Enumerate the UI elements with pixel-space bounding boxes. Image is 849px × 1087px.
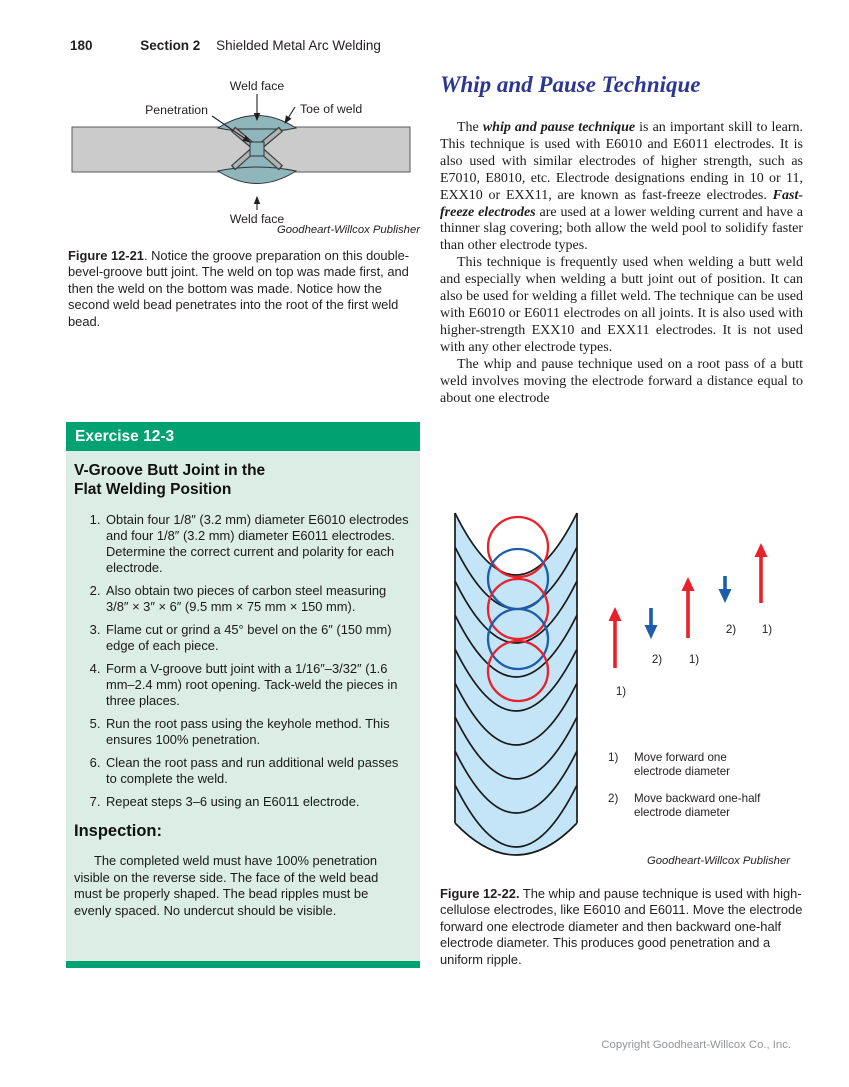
exercise-step-3: 3. Flame cut or grind a 45° bevel on the 6″ (150 mm) edge of each piece. [104,622,412,654]
exercise-step-2: 2. Also obtain two pieces of carbon steel measuring 3/8″ × 3″ × 6″ (9.5 mm × 75 mm × 150 mm). [104,583,412,615]
figure-12-21-caption-text: . Notice the groove preparation on this double-bevel-groove butt joint. The weld on top was made first, and then the weld on the bottom was made. Notice how the second weld bead penetrates into the root of the first weld bead. [68,248,410,329]
article-paragraph-2: This technique is frequently used when welding a butt weld and especially when welding a butt joint out of position. It can also be used for welding a fillet weld. The technique can be used with E6010 or E6011 electrodes on all joints. It is also used with higher-strength EXX10 and EXX11 electrodes. It is not used with any other electrode types. [440,255,803,355]
page-number: 180 [70,38,93,53]
figure-12-22-diagram [440,505,806,885]
inspection-heading: Inspection: [74,822,163,840]
page-header [70,38,381,53]
exercise-title [74,461,412,499]
figure-12-22-credit: Goodheart-Willcox Publisher [646,855,790,867]
article-paragraph-3: The whip and pause technique used on a root pass of a butt weld involves moving the electrode forward a distance equal to about one electrode [440,356,803,406]
exercise-body [66,451,420,961]
weld-bead-fill [455,513,577,855]
section-label: Section 2 [140,38,201,53]
legend-item-2: 2) Move backward one-half electrode diameter [608,792,761,819]
exercise-title-line2: Flat Welding Position [74,481,232,498]
article-body [440,120,803,407]
figure-12-21-caption [68,248,424,330]
key-term-fast-freeze: Fast-freeze electrodes [440,187,803,220]
weld-root [250,142,264,156]
figure-12-21-credit: Goodheart-Willcox Publisher [276,224,420,236]
exercise-box [66,422,420,968]
exercise-title-line1: V-Groove Butt Joint in the [74,462,266,479]
figure-12-21-caption-label: Figure 12-21 [68,248,144,263]
svg-text:1): 1) [615,685,627,698]
exercise-steps-list [74,512,412,810]
figure-12-22-caption [440,886,806,968]
weld-face-top-label: Weld face [229,79,285,93]
exercise-step-7: 7. Repeat steps 3–6 using an E6011 electrode. [104,794,412,810]
copyright-notice: Copyright Goodheart-Willcox Co., Inc. [601,1039,791,1051]
weld-face-bottom-label: Weld face [229,212,285,226]
exercise-bottom-bar [66,961,420,968]
exercise-step-1: 1. Obtain four 1/8″ (3.2 mm) diameter E6010 electrodes and four 1/8″ (3.2 mm) diameter E6011 electrodes. Determine the correct current and polarity for each electrode. [104,512,412,576]
figure-12-22-caption-label: Figure 12-22. [440,886,520,901]
svg-text:1): 1) [761,623,773,636]
exercise-step-5: 5. Run the root pass using the keyhole method. This ensures 100% penetration. [104,716,412,748]
figure-12-21-weld-diagram [68,76,420,226]
legend-item-1: 1) Move forward one electrode diameter [608,751,731,778]
exercise-step-6: 6. Clean the root pass and run additional weld passes to complete the weld. [104,755,412,787]
figure-12-22-caption-text: The whip and pause technique is used with high-cellulose electrodes, like E6010 and E6011. Move the electrode forward one electrode diameter and then backward one-half electrode diameter. This produces good penetration and a uniform ripple. [440,886,803,967]
arrow-step-labels [616,623,772,698]
inspection-text: The completed weld must have 100% penetration visible on the reverse side. The face of the weld bead must be properly shaped. The bead ripples must be evenly spaced. No undercut should be visible. [74,853,379,918]
section-title: Shielded Metal Arc Welding [216,38,381,53]
article-title: Whip and Pause Technique [440,72,701,97]
penetration-label: Penetration [145,103,208,117]
exercise-header: Exercise 12-3 [66,422,420,451]
svg-text:2): 2) [651,653,663,666]
key-term-whip-and-pause: whip and pause technique [482,120,636,135]
forward-arrows [609,543,768,668]
exercise-step-4: 4. Form a V-groove butt joint with a 1/16″–3/32″ (1.6 mm–2.4 mm) root opening. Tack-weld the pieces in three places. [104,661,412,709]
toe-of-weld-label: Toe of weld [300,102,363,116]
svg-text:2): 2) [725,623,737,636]
svg-text:1): 1) [688,653,700,666]
figure-12-22-legend [608,751,766,833]
article-paragraph-1: The whip and pause technique is an important skill to learn. This technique is used with E6010 and E6011 electrodes. It is also used with similar electrodes of higher strength, such as E7010, E8010, etc. Electrode designations ending in 10 or 11, EXX10 or EXX11, are known as fast-freeze electrodes. Fast-freeze electrodes are used at a lower welding current and have a thinner slag covering; both allow the weld pool to solidify faster than other electrode types. [440,120,804,254]
